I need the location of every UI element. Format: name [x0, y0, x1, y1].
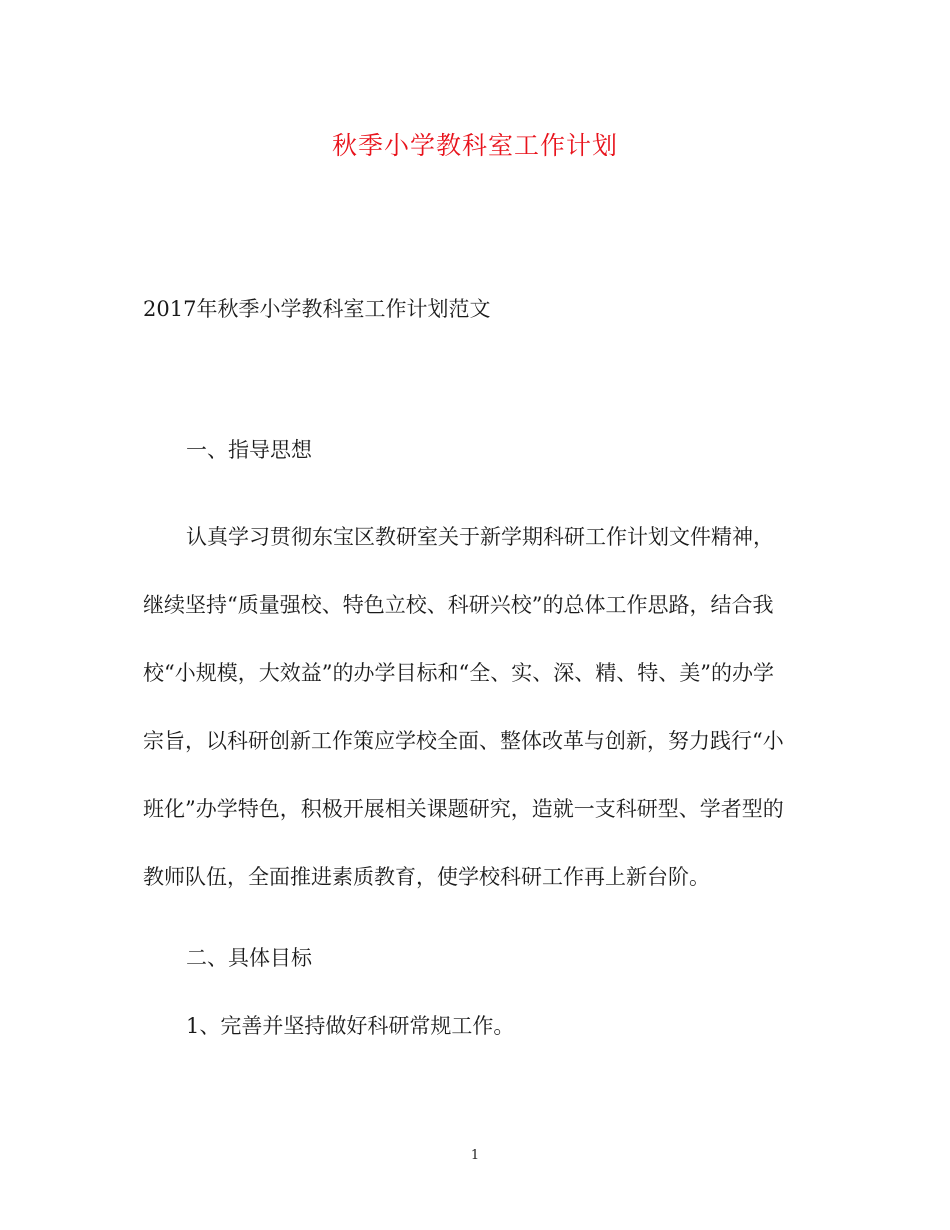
section-heading-guiding-ideology: 一、指导思想	[186, 438, 312, 462]
section-heading-specific-goals: 二、具体目标	[186, 946, 312, 970]
paragraph-line: 校“小规模，大效益”的办学目标和“全、实、深、精、特、美”的办学	[143, 661, 774, 685]
document-subtitle: 2017年秋季小学教科室工作计划范文	[143, 297, 491, 321]
page-number: 1	[470, 1148, 480, 1163]
goal-item-1: 1、完善并坚持做好科研常规工作。	[186, 1014, 515, 1038]
section-paragraph-guiding-ideology	[143, 503, 808, 911]
paragraph-line: 宗旨，以科研创新工作策应学校全面、整体改革与创新，努力践行“小	[143, 729, 784, 753]
paragraph-line: 认真学习贯彻东宝区教研室关于新学期科研工作计划文件精神，	[186, 525, 774, 549]
paragraph-line: 继续坚持“质量强校、特色立校、科研兴校”的总体工作思路，结合我	[143, 593, 774, 617]
paragraph-line: 班化”办学特色，积极开展相关课题研究，造就一支科研型、学者型的	[143, 797, 784, 821]
paragraph-line: 教师队伍，全面推进素质教育，使学校科研工作再上新台阶。	[143, 865, 710, 889]
document-title: 秋季小学教科室工作计划	[331, 131, 618, 160]
